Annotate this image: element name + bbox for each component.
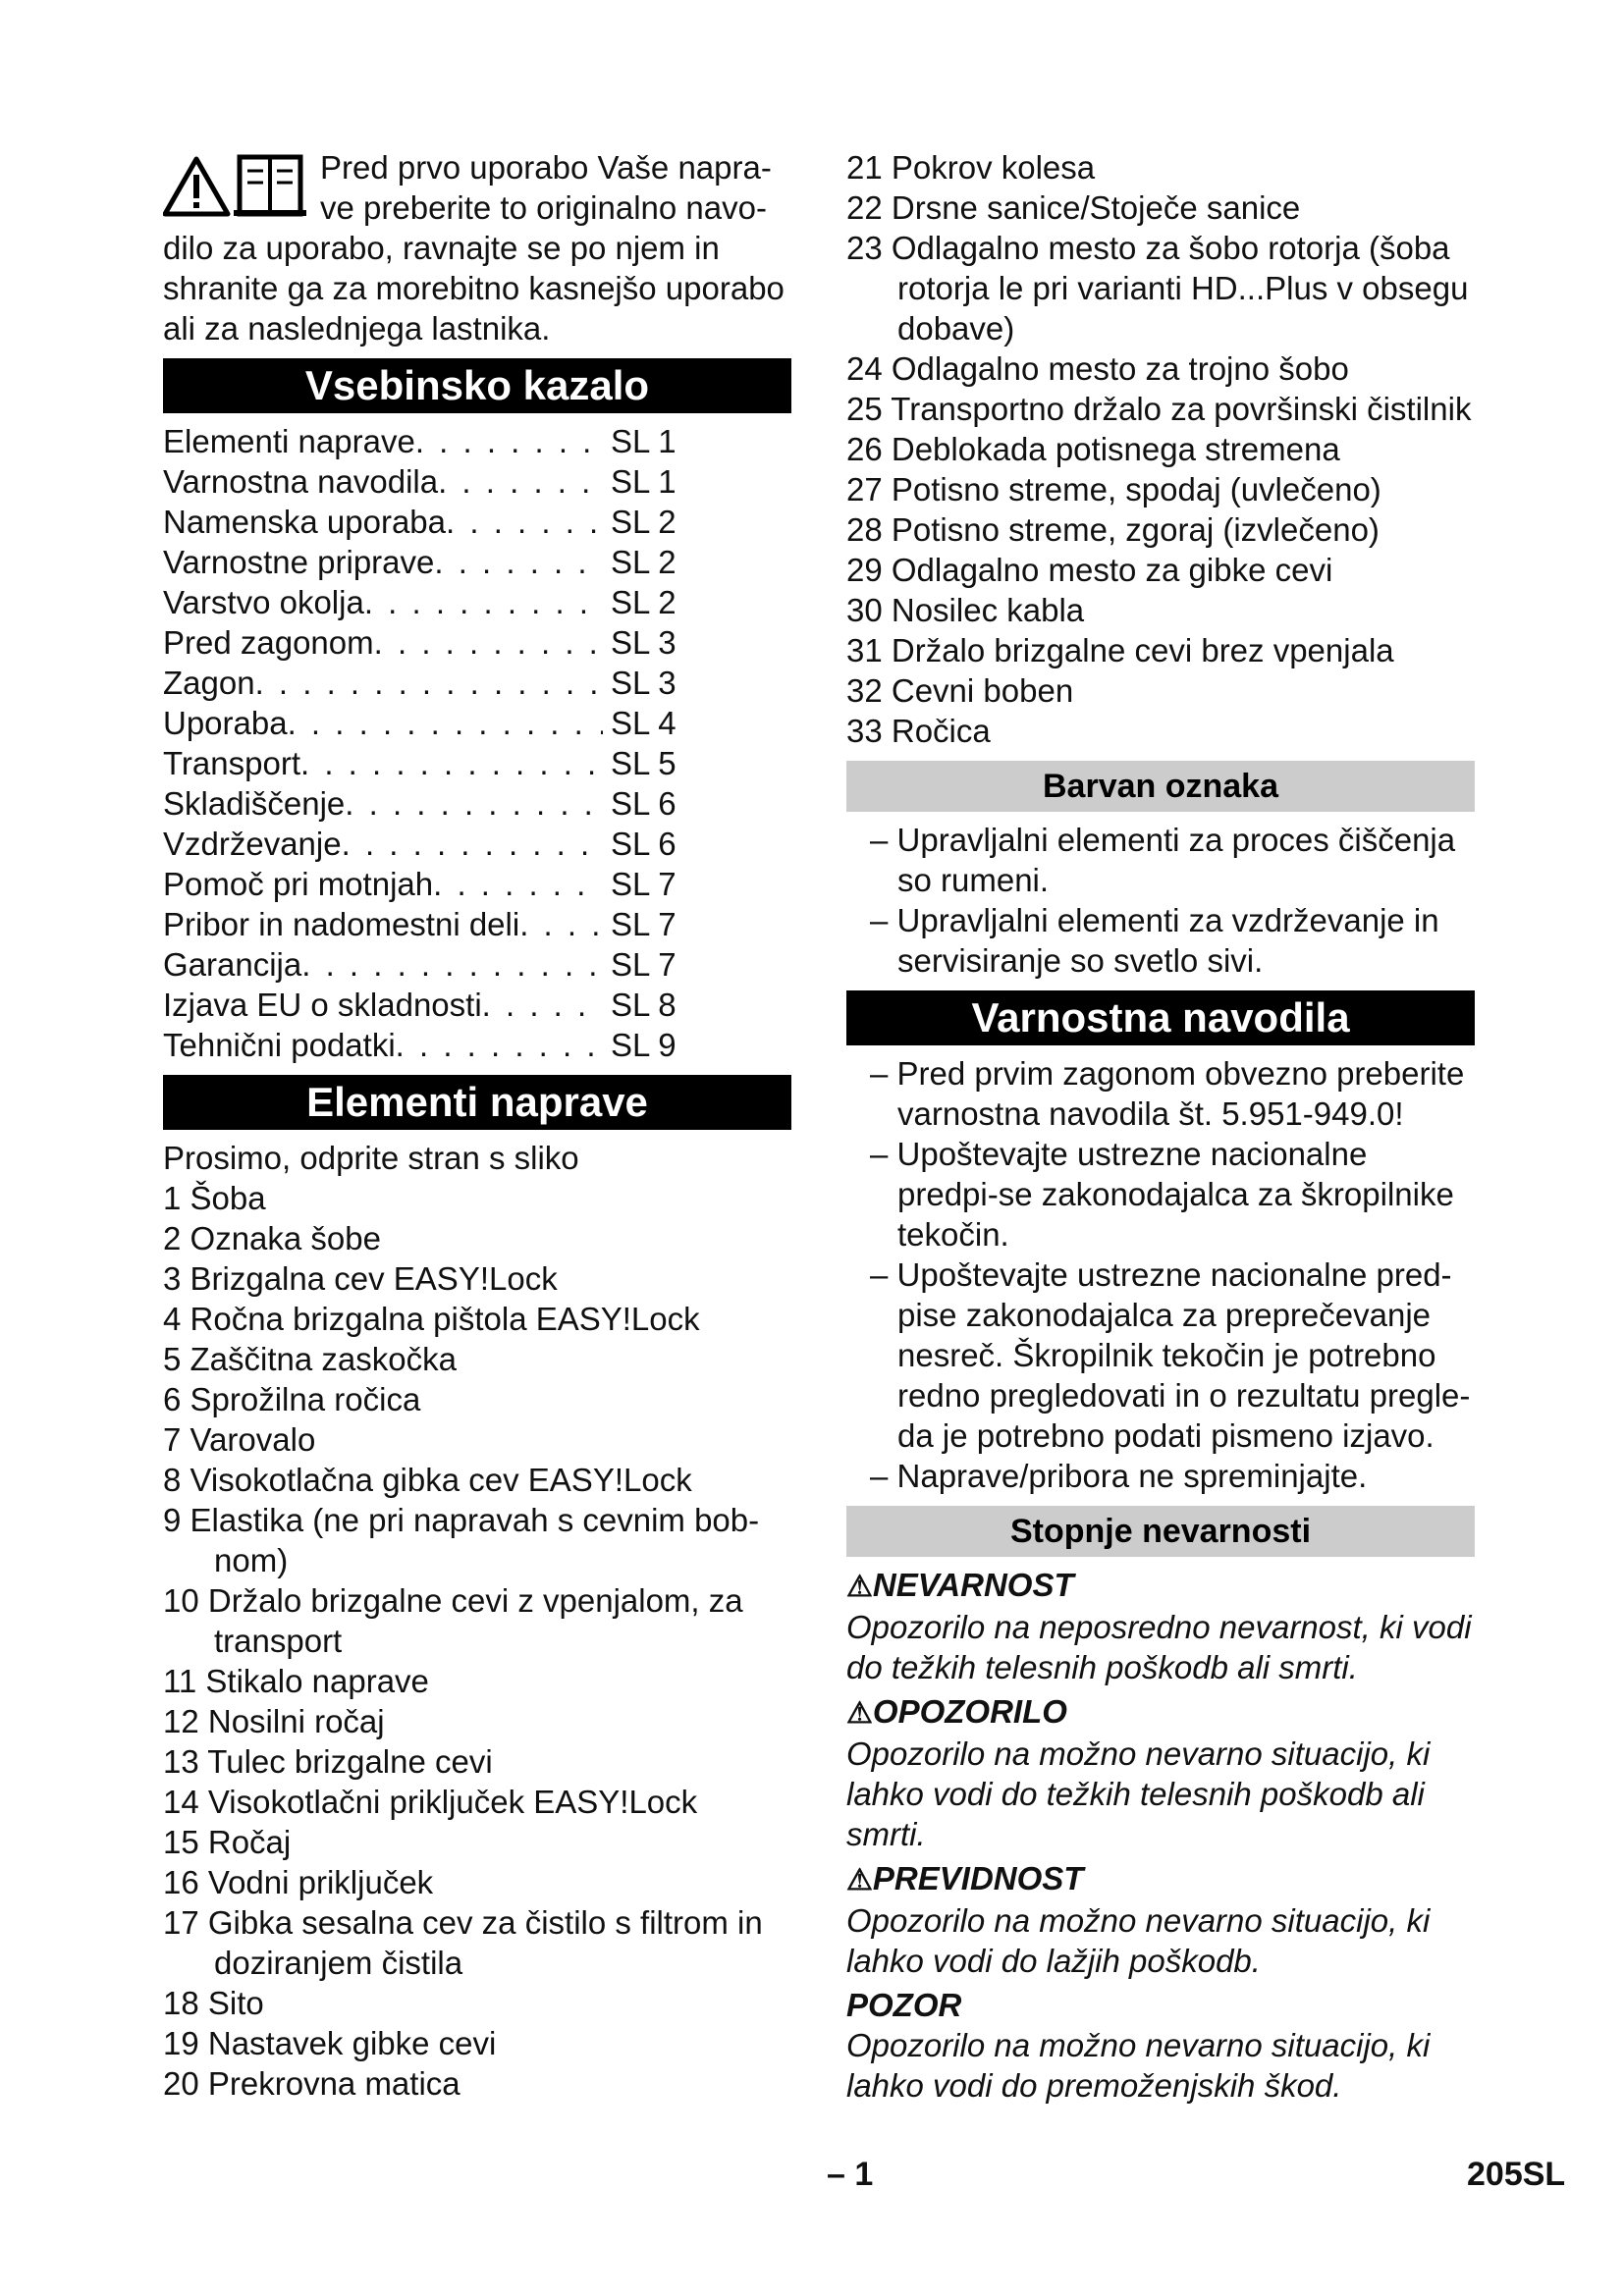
toc-label: Garancija [163, 946, 302, 983]
toc-row[interactable] [163, 783, 701, 824]
warning-triangle-icon: ⚠ [846, 1864, 873, 1896]
list-item: 16 Vodni priključek [163, 1864, 434, 1900]
list-item: 20 Prekrovna matica [163, 2065, 460, 2102]
toc-label: Pomoč pri motnjah [163, 866, 434, 902]
list-item: – Pred prvim zagonom obvezno preberite varnostna navodila št. 5.951-949.0! [870, 1055, 1465, 1132]
hazard-level-danger [846, 1565, 1475, 1607]
toc-page: SL 1 [611, 423, 677, 459]
list-item: 23 Odlagalno mesto za šobo rotorja (šoba rotorja le pri varianti HD...Plus v obsegu dobave) [846, 230, 1469, 347]
hazard-name: POZOR [846, 1987, 962, 2023]
warning-triangle-icon [165, 159, 228, 214]
intro-line: shranite ga za morebitno kasnejšo uporabo [163, 270, 785, 306]
intro-line: dilo za uporabo, ravnajte se po njem in [163, 230, 720, 266]
toc-page: SL 8 [611, 987, 677, 1023]
list-item: 11 Stikalo naprave [163, 1663, 429, 1699]
left-column [163, 147, 791, 2104]
list-item: 15 Ročaj [163, 1824, 292, 1860]
hazard-name: OPOZORILO [872, 1693, 1067, 1730]
list-item: 1 Šoba [163, 1180, 266, 1216]
toc-page: SL 1 [611, 463, 677, 500]
elements-list-left [163, 1178, 791, 2104]
intro-line: ve preberite to originalno navo- [320, 189, 767, 226]
toc-row[interactable] [163, 421, 701, 461]
toc-label: Varnostne priprave [163, 544, 435, 580]
page-code: 205SL [1467, 2156, 1566, 2193]
manual-book-icon [234, 157, 306, 216]
list-item: 33 Ročica [846, 713, 991, 749]
list-item: 10 Držalo brizgalne cevi z vpenjalom, za transport [163, 1582, 743, 1659]
toc-page: SL 2 [611, 504, 677, 540]
toc-page: SL 2 [611, 584, 677, 620]
intro-paragraph [163, 147, 791, 348]
list-item: 17 Gibka sesalna cev za čistilo s filtrom in doziranjem čistila [163, 1904, 763, 1981]
hazard-level-notice [846, 1985, 1475, 2025]
toc-row[interactable] [163, 461, 701, 502]
elements-heading: Elementi naprave [163, 1075, 791, 1130]
hazard-name: NEVARNOST [872, 1567, 1074, 1603]
color-code-heading: Barvan oznaka [846, 761, 1475, 812]
table-of-contents [163, 421, 701, 1065]
toc-row[interactable] [163, 502, 701, 542]
toc-row[interactable] [163, 864, 701, 904]
toc-label: Varnostna navodila [163, 463, 439, 500]
toc-page: SL 7 [611, 866, 677, 902]
list-item: 31 Držalo brizgalne cevi brez vpenjala [846, 632, 1394, 668]
hazard-description: Opozorilo na možno nevarno situacijo, ki lahko vodi do lažjih poškodb. [846, 1902, 1431, 1979]
elements-intro: Prosimo, odprite stran s sliko [163, 1140, 579, 1176]
toc-row[interactable] [163, 743, 701, 783]
hazard-level-caution [846, 1858, 1475, 1900]
toc-row[interactable] [163, 622, 701, 663]
toc-row[interactable] [163, 1025, 701, 1065]
list-item: 32 Cevni boben [846, 672, 1074, 709]
toc-label: Uporaba [163, 705, 288, 741]
toc-row[interactable] [163, 944, 701, 985]
toc-label: Skladiščenje [163, 785, 346, 822]
page-number: – 1 [827, 2156, 874, 2193]
list-item: 2 Oznaka šobe [163, 1220, 381, 1256]
warning-triangle-icon: ⚠ [846, 1571, 873, 1603]
list-item: 27 Potisno streme, spodaj (uvlečeno) [846, 471, 1381, 507]
list-item: 14 Visokotlačni priključek EASY!Lock [163, 1784, 698, 1820]
list-item: 12 Nosilni ročaj [163, 1703, 385, 1739]
list-item: 13 Tulec brizgalne cevi [163, 1743, 493, 1780]
list-item: 7 Varovalo [163, 1421, 316, 1458]
toc-page: SL 5 [611, 745, 677, 781]
list-item: 3 Brizgalna cev EASY!Lock [163, 1260, 558, 1297]
elements-list-right [846, 147, 1475, 751]
toc-heading: Vsebinsko kazalo [163, 358, 791, 413]
list-item: 22 Drsne sanice/Stoječe sanice [846, 189, 1301, 226]
toc-page: SL 7 [611, 946, 677, 983]
list-item: 29 Odlagalno mesto za gibke cevi [846, 552, 1333, 588]
warning-triangle-icon: ⚠ [846, 1697, 873, 1730]
list-item: – Upoštevajte ustrezne nacionalne pred-pise zakonodajalca za preprečevanje nesreč. Škropilnik tekočin je potrebno redno pregledovati in o rezultatu pregle-da je potrebno podati pismeno izjavo. [870, 1256, 1471, 1454]
toc-label: Vzdrževanje [163, 826, 342, 862]
toc-label: Pred zagonom [163, 624, 374, 661]
hazard-description: Opozorilo na možno nevarno situacijo, ki lahko vodi do premoženjskih škod. [846, 2027, 1431, 2104]
list-item: 30 Nosilec kabla [846, 592, 1085, 628]
toc-page: SL 6 [611, 826, 677, 862]
list-item: – Upravljalni elementi za proces čiščenja so rumeni. [870, 822, 1456, 898]
intro-line: Pred prvo uporabo Vaše napra- [320, 149, 772, 186]
hazard-level-warning [846, 1691, 1475, 1734]
toc-page: SL 4 [611, 705, 677, 741]
intro-line: ali za naslednjega lastnika. [163, 310, 551, 347]
toc-label: Pribor in nadomestni deli [163, 906, 520, 942]
toc-label: Elementi naprave [163, 423, 415, 459]
intro-icons [163, 153, 308, 232]
toc-page: SL 2 [611, 544, 677, 580]
list-item: 9 Elastika (ne pri napravah s cevnim bob-nom) [163, 1502, 760, 1578]
list-item: – Naprave/pribora ne spreminjajte. [870, 1458, 1368, 1494]
list-item: 25 Transportno držalo za površinski čistilnik [846, 391, 1472, 427]
toc-page: SL 7 [611, 906, 677, 942]
toc-page: SL 9 [611, 1027, 677, 1063]
safety-heading: Varnostna navodila [846, 990, 1475, 1045]
toc-row[interactable] [163, 904, 701, 944]
toc-row[interactable] [163, 824, 701, 864]
toc-page: SL 3 [611, 665, 677, 701]
list-item: 28 Potisno streme, zgoraj (izvlečeno) [846, 511, 1380, 548]
toc-row[interactable] [163, 985, 701, 1025]
list-item: 5 Zaščitna zaskočka [163, 1341, 457, 1377]
list-item: 19 Nastavek gibke cevi [163, 2025, 497, 2061]
hazards-heading: Stopnje nevarnosti [846, 1506, 1475, 1557]
list-item: 4 Ročna brizgalna pištola EASY!Lock [163, 1301, 700, 1337]
list-item: 8 Visokotlačna gibka cev EASY!Lock [163, 1462, 692, 1498]
list-item: 24 Odlagalno mesto za trojno šobo [846, 350, 1349, 387]
toc-label: Transport [163, 745, 300, 781]
toc-page: SL 6 [611, 785, 677, 822]
list-item: 18 Sito [163, 1985, 264, 2021]
hazard-description: Opozorilo na neposredno nevarnost, ki vodi do težkih telesnih poškodb ali smrti. [846, 1609, 1472, 1685]
hazard-description: Opozorilo na možno nevarno situacijo, ki lahko vodi do težkih telesnih poškodb ali smrti. [846, 1735, 1431, 1852]
toc-row[interactable] [163, 703, 701, 743]
list-item: 21 Pokrov kolesa [846, 149, 1096, 186]
toc-row[interactable] [163, 663, 701, 703]
toc-row[interactable] [163, 582, 701, 622]
toc-label: Izjava EU o skladnosti [163, 987, 482, 1023]
list-item: – Upoštevajte ustrezne nacionalne predpi-se zakonodajalca za škropilnike tekočin. [870, 1136, 1454, 1253]
toc-page: SL 3 [611, 624, 677, 661]
hazard-name: PREVIDNOST [872, 1860, 1084, 1896]
right-column [846, 147, 1475, 2106]
toc-label: Varstvo okolja [163, 584, 364, 620]
list-item: 6 Sprožilna ročica [163, 1381, 421, 1417]
list-item: – Upravljalni elementi za vzdrževanje in servisiranje so svetlo sivi. [870, 902, 1439, 979]
toc-label: Namenska uporaba [163, 504, 447, 540]
list-item: 26 Deblokada potisnega stremena [846, 431, 1340, 467]
toc-label: Tehnični podatki [163, 1027, 396, 1063]
toc-label: Zagon [163, 665, 255, 701]
toc-row[interactable] [163, 542, 701, 582]
